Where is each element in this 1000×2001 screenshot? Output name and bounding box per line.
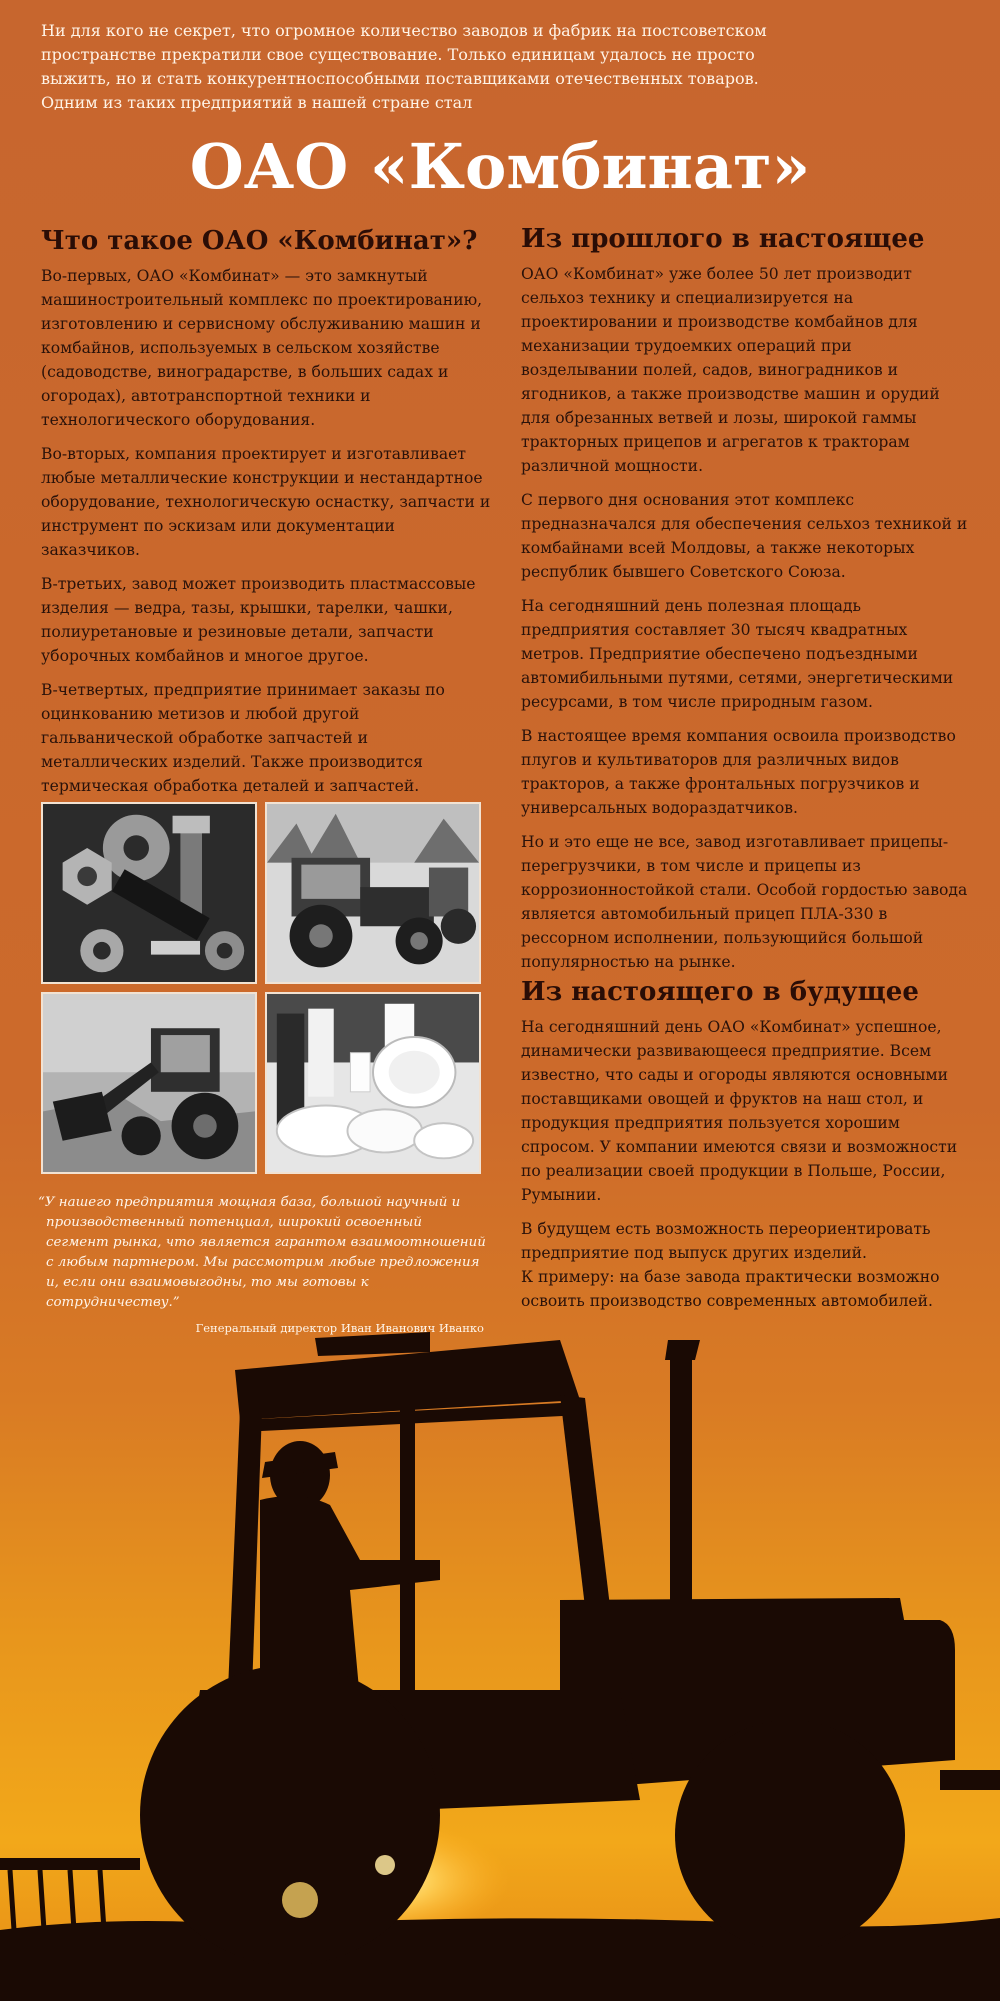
photo-tractors: [265, 802, 481, 984]
photo-loader-tractor: [41, 992, 257, 1174]
director-quote: [38, 1193, 488, 1338]
page-title: ОАО «Комбинат»: [189, 130, 811, 203]
paragraph: С первого дня основания этот комплекс предназначался для обеспечения сельхоз техникой и комбайнами всей Молдовы, а также некоторых республик бывшего Советского Союза.: [521, 491, 968, 581]
paragraph: Во-первых, ОАО «Комбинат» — это замкнутый машиностроительный комплекс по проектированию, изготовлению и сервисному обслуживанию машин и комбайнов, используемых в сельском хозяйстве (садоводстве, виноградарстве, в больших садах и огородах), автотранспортной техники и технологического оборудования.: [41, 267, 483, 429]
quote-text: “У нашего предприятия мощная база, большой научный и производственный потенциал, широкий освоенный сегмент рынка, что является гарантом взаимоотношений с любым партнером. Мы рассмотрим любые предложения и, если они взаимовыгодны, то мы готовы к сотрудничеству.”: [38, 1195, 486, 1310]
intro-text: [41, 19, 781, 115]
paragraph: ОАО «Комбинат» уже более 50 лет производит сельхоз технику и специализируется на проектировании и производстве комбайнов для механизации трудоемких операций при возделывании полей, садов, виноградников и ягодников, а также производстве машин и орудий для обрезанных ветвей и лозы, широкой гаммы тракторных прицепов и агрегатов к тракторам различной мощности.: [521, 265, 940, 475]
future-section: [521, 975, 971, 1323]
paragraph: В-третьих, завод может производить пластмассовые изделия — ведра, тазы, крышки, тарелки, чашки, полиуретановые и резиновые детали, запчасти уборочных комбайнов и многое другое.: [41, 575, 476, 665]
section-heading-present-to-future: Из настоящего в будущее: [521, 977, 919, 1007]
intro-paragraph: Ни для кого не секрет, что огромное количество заводов и фабрик на постсоветском пространстве прекратили свое существование. Только единицам удалось не просто выжить, но и стать конкурентноспособными поставщиками отечественных товаров. Одним из таких предприятий в нашей стране стал: [41, 21, 767, 112]
right-column: [521, 222, 971, 984]
paragraph: К примеру: на базе завода практически возможно освоить производство современных автомобилей.: [521, 1268, 940, 1310]
section-heading-what-is: Что такое ОАО «Комбинат»?: [41, 226, 478, 256]
section-heading-past-to-present: Из прошлого в настоящее: [521, 224, 925, 254]
paragraph: На сегодняшний день полезная площадь предприятия составляет 30 тысяч квадратных метров. Предприятие обеспечено подъездными автомибильными путями, сетями, энергетическими ресурсами, в том числе природным газом.: [521, 597, 954, 711]
paragraph: В настоящее время компания освоила производство плугов и культиваторов для различных видов тракторов, а также фронтальных погрузчиков и универсальных водораздатчиков.: [521, 727, 956, 817]
photo-bolts-nuts: [41, 802, 257, 984]
left-column: [41, 224, 491, 808]
paragraph: В-четвертых, предприятие принимает заказы по оцинкованию метизов и любой другой гальванической обработке запчастей и металлических изделий. Также производится термическая обработка деталей и запчастей.: [41, 681, 445, 795]
photo-gallery: [41, 802, 484, 1174]
paragraph: Но и это еще не все, завод изготавливает прицепы-перегрузчики, в том числе и прицепы из коррозионностойкой стали. Особой гордостью завода является автомобильный прицеп ПЛА-330 в рессорном исполнении, пользующийся большой популярностью на рынке.: [521, 833, 968, 971]
paragraph: Во-вторых, компания проектирует и изготавливает любые металлические конструкции и нестандартное оборудование, технологическую оснастку, запчасти и инструмент по эскизам или документации заказчиков.: [41, 445, 491, 559]
quote-signature: Генеральный директор Иван Иванович Иванко: [195, 1321, 484, 1335]
paragraph: На сегодняшний день ОАО «Комбинат» успешное, динамически развивающееся предприятие. Всем известно, что сады и огороды являются основными поставщиками овощей и фруктов на наш стол, и продукция предприятия пользуется хорошим спросом. У компании имеются связи и возможности по реализации своей продукции в Польше, России, Румынии.: [521, 1018, 958, 1204]
paragraph: В будущем есть возможность переориентировать предприятие под выпуск других изделий.: [521, 1220, 931, 1262]
photo-plastic-dishes: [265, 992, 481, 1174]
